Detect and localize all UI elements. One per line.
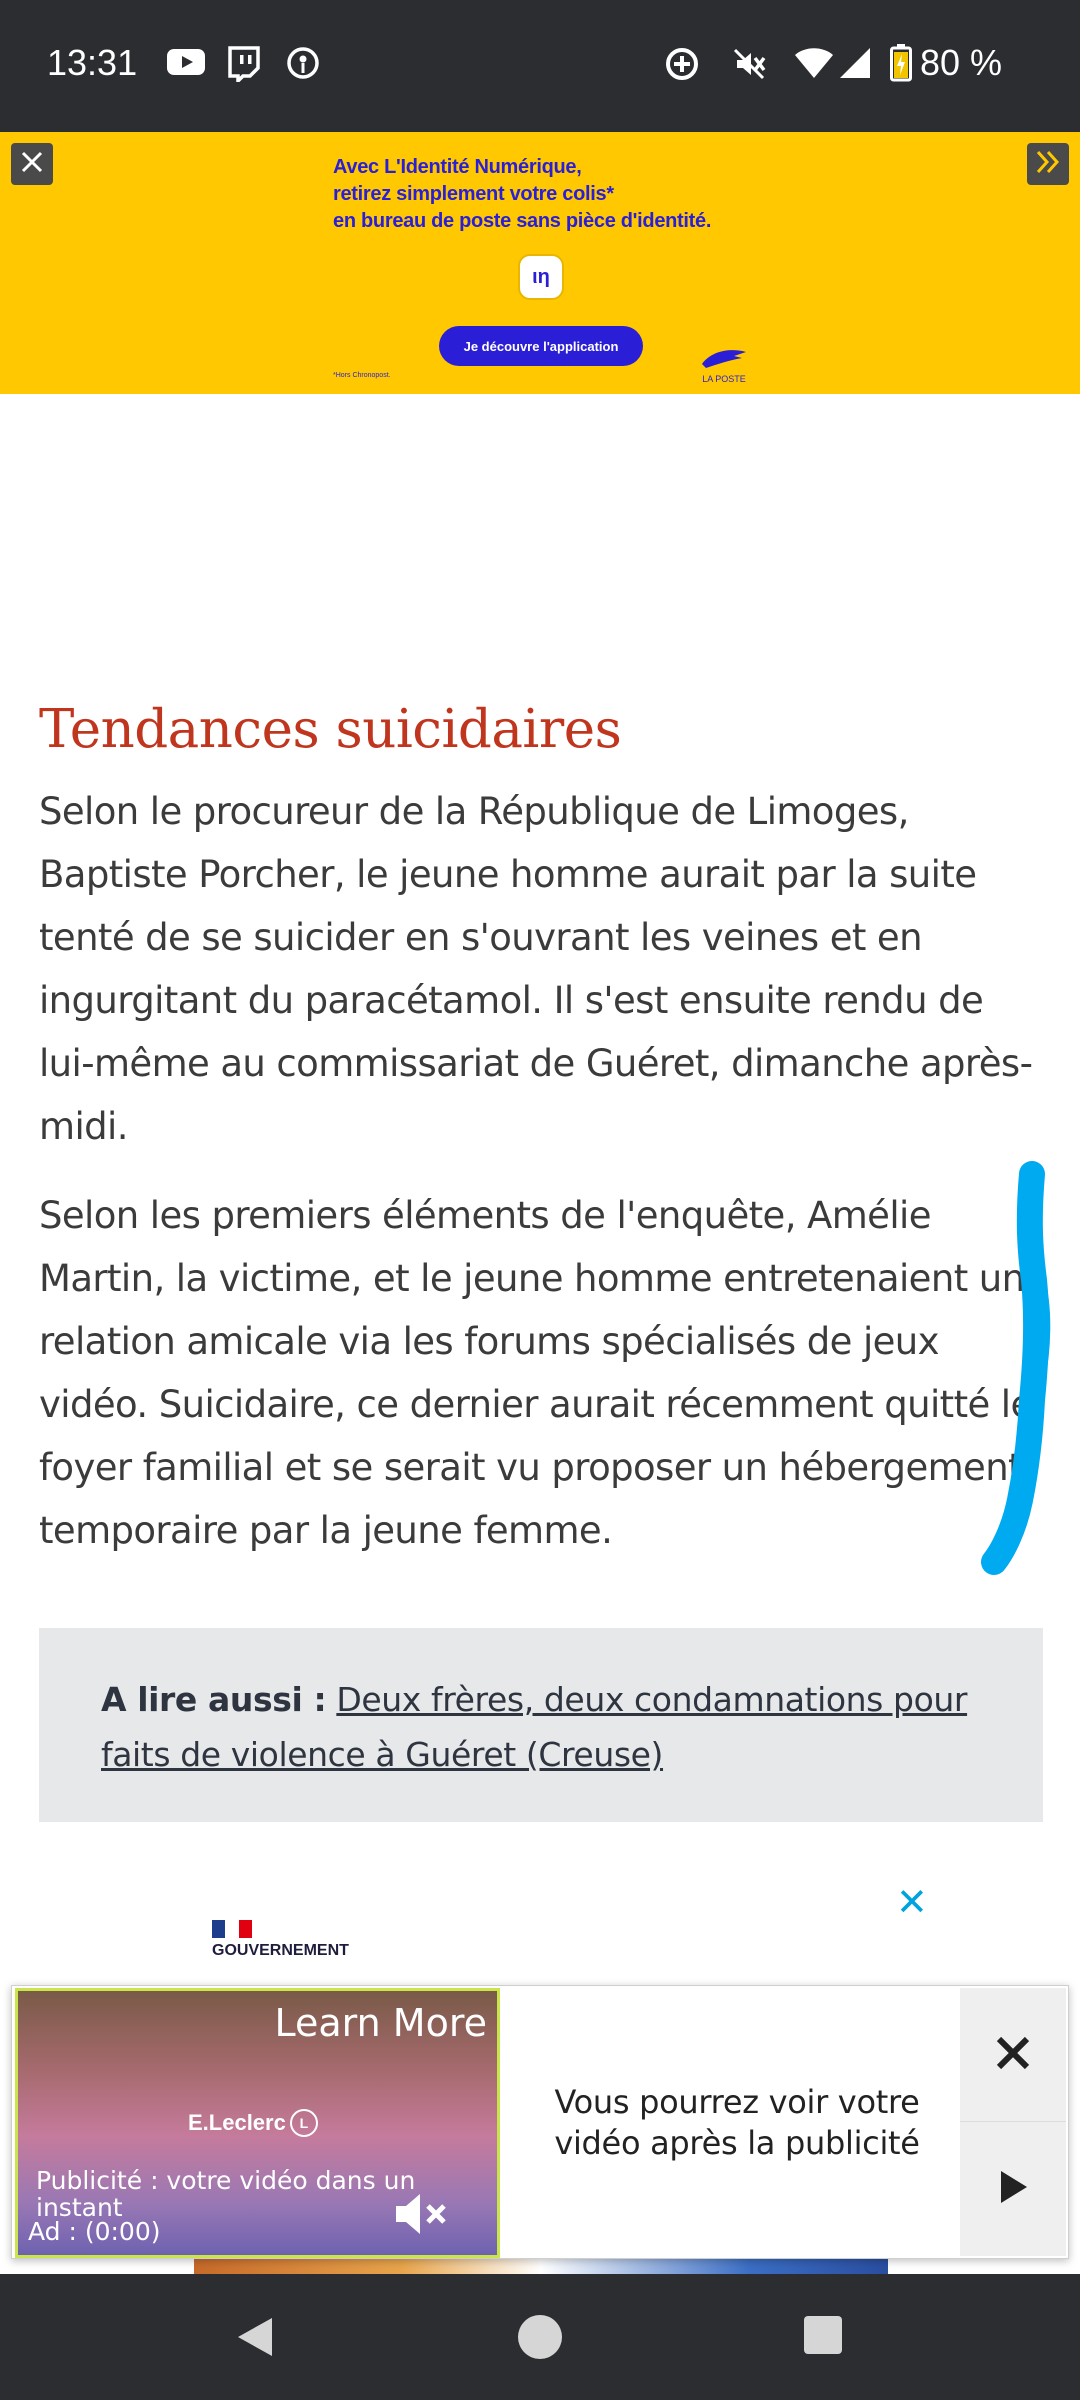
leclerc-logo (188, 2109, 318, 2137)
ad-headline-line: Avec L'Identité Numérique, (333, 156, 582, 178)
battery-percent: 80 % (920, 42, 1003, 83)
video-ad-message: Vous pourrez voir votre vidéo après la publicité (554, 2083, 920, 2162)
gouvernement-logo (212, 1920, 352, 1960)
video-ad-controls (960, 1988, 1066, 2256)
laposte-logo (696, 344, 752, 384)
volume-muted-icon (392, 2189, 452, 2239)
recents-icon[interactable] (802, 2314, 844, 2360)
twitch-icon (226, 46, 260, 86)
status-time: 13:31 (47, 42, 138, 83)
read-also-box (39, 1628, 1043, 1822)
mute-button[interactable] (392, 2189, 452, 2239)
ad-headline-line: retirez simplement votre colis* (333, 183, 614, 205)
status-bar (0, 0, 1080, 132)
lower-ad-close-button[interactable] (896, 1880, 928, 1924)
navigation-bar (0, 2274, 1080, 2400)
ad-expand-button[interactable] (1027, 143, 1069, 185)
home-icon[interactable] (517, 2314, 563, 2364)
laposte-bird-icon (696, 344, 752, 372)
ad-headline (333, 154, 793, 235)
ad-footnote: *Hors Chronopost. (333, 372, 391, 379)
play-icon (997, 2169, 1029, 2209)
battery-icon (890, 44, 912, 86)
video-ad-player[interactable] (15, 1988, 500, 2258)
read-also-link[interactable]: Deux frères, deux condamnations pour faits de violence à Guéret (Creuse) (101, 1680, 968, 1774)
article-heading: Tendances suicidaires (39, 699, 622, 760)
laposte-brand: LA POSTE (702, 374, 746, 384)
gov-name: GOUVERNEMENT (212, 1942, 349, 1959)
signal-icon (838, 46, 872, 84)
video-ad-overlay (11, 1985, 1069, 2259)
video-brand-name: E.Leclerc (188, 2110, 286, 2135)
video-close-button[interactable] (960, 1988, 1066, 2122)
identite-numerique-app-icon (518, 254, 564, 300)
article-paragraph: Selon les premiers éléments de l'enquête, Amélie Martin, la victime, et le jeune homme entretenaient une relation amicale via les forums spécialisés de jeux vidéo. Suicidaire, ce dernier aurait récemment quitté le foyer familial et se serait vu proposer un hébergement temporaire par la jeune femme. (39, 1194, 1047, 1552)
back-icon[interactable] (232, 2314, 278, 2364)
learn-more-button[interactable]: Learn More (274, 2001, 487, 2045)
french-flag-icon (212, 1920, 252, 1938)
double-chevron-right-icon (1034, 149, 1062, 179)
video-play-button[interactable] (960, 2122, 1066, 2256)
article-paragraph: Selon le procureur de la République de Limoges, Baptiste Porcher, le jeune homme aurait par la suite tenté de se suicider en s'ouvrant les veines et en ingurgitant du paracétamol. Il s'est ensuite rendu de lui-même au commissariat de Guéret, dimanche après-midi. (39, 790, 1033, 1148)
read-also-label: A lire aussi : (101, 1680, 327, 1719)
podcast-icon (286, 46, 320, 84)
close-icon: ✕ (896, 1880, 928, 1924)
ad-headline-line: en bureau de poste sans pièce d'identité. (333, 210, 712, 232)
youtube-icon (166, 46, 206, 82)
top-ad-banner[interactable] (0, 132, 1080, 394)
article-body (39, 690, 1049, 1562)
data-saver-icon (664, 46, 700, 86)
vibrate-off-icon (731, 46, 767, 86)
close-icon (993, 2033, 1033, 2077)
ad-close-button[interactable] (11, 143, 53, 185)
leclerc-mark-icon: L (290, 2109, 318, 2137)
video-ad-caption: Publicité : votre vidéo dans un instant (36, 2166, 416, 2222)
app-icon-text: ιη (532, 265, 550, 288)
ad-cta-button[interactable]: Je découvre l'application (439, 326, 643, 366)
wifi-icon (794, 46, 834, 84)
video-ad-timer: Ad : (0:00) (28, 2217, 161, 2246)
close-icon (19, 149, 45, 179)
